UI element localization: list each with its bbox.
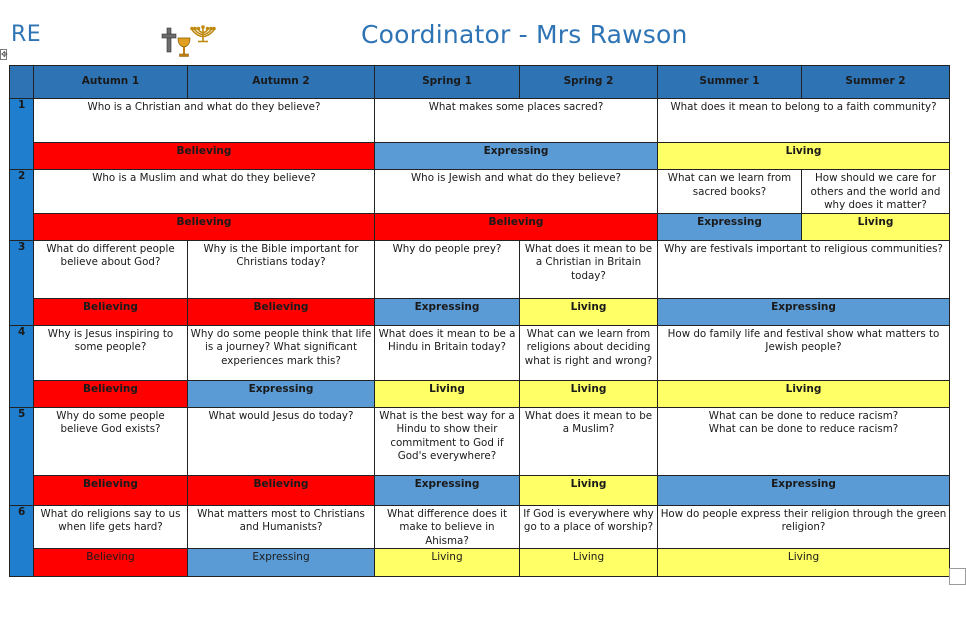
strand-expressing: Expressing <box>375 475 520 505</box>
unit-question: What makes some places sacred? <box>375 99 658 143</box>
strand-row <box>10 213 950 240</box>
unit-question <box>658 407 950 475</box>
unit-question: Why are festivals important to religious communities? <box>658 240 950 298</box>
unit-question: What do different people believe about God? <box>34 240 188 298</box>
unit-question: Why is Jesus inspiring to some people? <box>34 325 188 380</box>
strand-expressing: Expressing <box>658 475 950 505</box>
strand-expressing: Expressing <box>375 143 658 170</box>
unit-question: What does it mean to be a Muslim? <box>520 407 658 475</box>
unit-question: Why do some people think that life is a journey? What significant experiences mark this? <box>188 325 375 380</box>
strand-believing: Believing <box>188 475 375 505</box>
strand-living: Living <box>520 549 658 577</box>
table-move-handle[interactable]: ✥ <box>1 50 8 59</box>
menorah-icon <box>191 26 215 42</box>
year-number: 3 <box>10 240 34 325</box>
header-corner <box>10 66 34 99</box>
unit-question: What does it mean to be a Christian in Britain today? <box>520 240 658 298</box>
strand-believing: Believing <box>375 213 658 240</box>
unit-question-line: What can be done to reduce racism? <box>708 423 899 435</box>
unit-question: What do religions say to us when life gets hard? <box>34 505 188 549</box>
strand-living: Living <box>375 380 520 407</box>
unit-question: What difference does it make to believe in Ahisma? <box>375 505 520 549</box>
unit-question: What can we learn from sacred books? <box>658 170 802 214</box>
strand-living: Living <box>520 475 658 505</box>
unit-question: How should we care for others and the world and why does it matter? <box>802 170 950 214</box>
table-row <box>10 170 950 214</box>
header-summer-1: Summer 1 <box>658 66 802 99</box>
unit-question: What does it mean to be a Hindu in Britain today? <box>375 325 520 380</box>
re-curriculum-table <box>9 65 950 577</box>
strand-living: Living <box>520 298 658 325</box>
header-autumn-1: Autumn 1 <box>34 66 188 99</box>
strand-row <box>10 380 950 407</box>
unit-question: What would Jesus do today? <box>188 407 375 475</box>
table-row <box>10 407 950 475</box>
unit-question: Why do some people believe God exists? <box>34 407 188 475</box>
strand-expressing: Expressing <box>658 298 950 325</box>
strand-expressing: Expressing <box>375 298 520 325</box>
header-autumn-2: Autumn 2 <box>188 66 375 99</box>
year-number: 2 <box>10 170 34 241</box>
unit-question: Why is the Bible important for Christians today? <box>188 240 375 298</box>
strand-believing: Believing <box>34 475 188 505</box>
header-spring-1: Spring 1 <box>375 66 520 99</box>
coordinator-title: Coordinator - Mrs Rawson <box>361 20 688 49</box>
strand-row <box>10 298 950 325</box>
strand-living: Living <box>520 380 658 407</box>
table-row <box>10 505 950 549</box>
strand-believing: Believing <box>34 380 188 407</box>
year-number: 6 <box>10 505 34 577</box>
chalice-icon <box>178 38 190 57</box>
strand-expressing: Expressing <box>188 380 375 407</box>
year-number: 1 <box>10 99 34 170</box>
strand-living: Living <box>375 549 520 577</box>
strand-living: Living <box>658 549 950 577</box>
strand-believing: Believing <box>188 298 375 325</box>
table-row <box>10 99 950 143</box>
header-spring-2: Spring 2 <box>520 66 658 99</box>
strand-expressing: Expressing <box>658 213 802 240</box>
unit-question: If God is everywhere why go to a place of worship? <box>520 505 658 549</box>
strand-row <box>10 143 950 170</box>
strand-believing: Believing <box>34 549 188 577</box>
strand-believing: Believing <box>34 143 375 170</box>
strand-believing: Believing <box>34 298 188 325</box>
unit-question: Who is a Christian and what do they believe? <box>34 99 375 143</box>
table-resize-handle[interactable] <box>949 568 966 585</box>
strand-expressing: Expressing <box>188 549 375 577</box>
faith-symbols <box>160 24 216 60</box>
table-row <box>10 240 950 298</box>
table-row <box>10 325 950 380</box>
header-row <box>10 66 950 99</box>
unit-question: What does it mean to belong to a faith community? <box>658 99 950 143</box>
subject-title: RE <box>11 22 42 47</box>
unit-question: What can we learn from religions about deciding what is right and wrong? <box>520 325 658 380</box>
year-number: 4 <box>10 325 34 407</box>
unit-question: Why do people prey? <box>375 240 520 298</box>
strand-row <box>10 549 950 577</box>
cross-icon <box>162 28 176 52</box>
year-number: 5 <box>10 407 34 505</box>
unit-question: How do people express their religion through the green religion? <box>658 505 950 549</box>
strand-row <box>10 475 950 505</box>
strand-living: Living <box>658 143 950 170</box>
unit-question-line: What can be done to reduce racism? <box>708 409 899 422</box>
unit-question: What is the best way for a Hindu to show their commitment to God if God's everywhere? <box>375 407 520 475</box>
unit-question: What matters most to Christians and Humanists? <box>188 505 375 549</box>
strand-believing: Believing <box>34 213 375 240</box>
strand-living: Living <box>802 213 950 240</box>
unit-question: How do family life and festival show what matters to Jewish people? <box>658 325 950 380</box>
strand-living: Living <box>658 380 950 407</box>
unit-question: Who is Jewish and what do they believe? <box>375 170 658 214</box>
header-summer-2: Summer 2 <box>802 66 950 99</box>
unit-question: Who is a Muslim and what do they believe? <box>34 170 375 214</box>
